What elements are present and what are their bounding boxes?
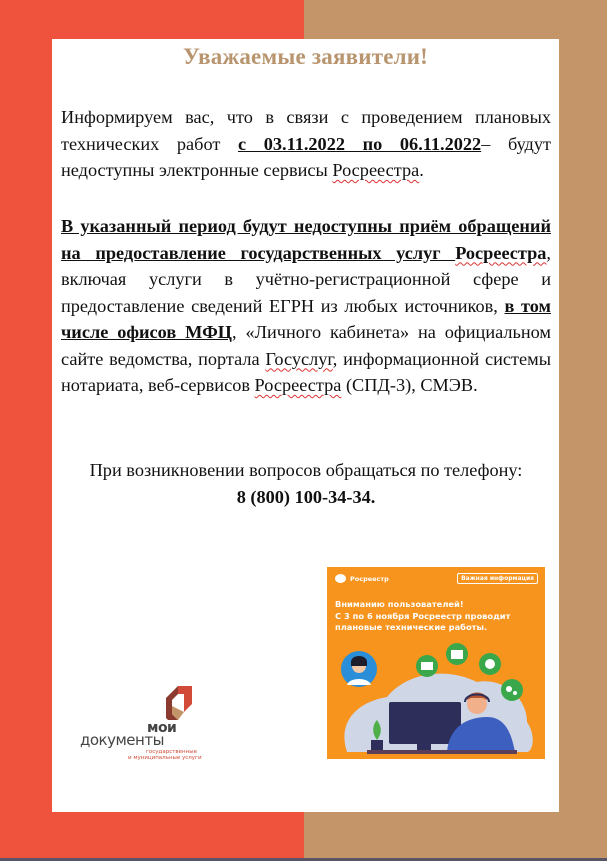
promo-text: Вниманию пользователей! С 3 по 6 ноября Росреестр проводит плановые технические работы. — [335, 599, 511, 632]
mfc-offices-note: в том числе офисов МФЦ — [61, 295, 551, 342]
rosreestr-promo-banner — [327, 567, 545, 759]
paragraph-unavailable-services: В указанный период будут недоступны приём обращений на предоставление государственных услуг Росреестра, включая услуги в учётно-регистрационной сфере и предоставление сведений ЕГРН из любых источников, в том числе офисов МФЦ, «Личного кабинета» на официальном сайте ведомства, портала Госуслуг, информационной системы нотариата, веб-сервисов Росреестра (СПД-3), СМЭВ. — [61, 216, 551, 395]
moi-dokumenty-logo: мои документы государственные и муниципальные услуги — [72, 684, 222, 764]
notice-title: Уважаемые заявители! — [182, 44, 429, 69]
important-info-badge: Важная информация — [457, 573, 538, 584]
phone-number: 8 (800) 100-34-34. — [236, 486, 376, 507]
paragraph-maintenance: Информируем вас, что в связи с проведением плановых технических работ с 03.11.2022 по 06.11.2022– будут недоступны электронные сервисы Росреестра. — [61, 107, 551, 180]
paragraph-contact: При возникновении вопросов обращаться по телефону: 8 (800) 100-34-34. — [61, 457, 551, 510]
mfc-logo-mark-icon — [158, 684, 198, 724]
promo-brand: Росреестр — [350, 574, 389, 583]
support-operator-illustration — [327, 642, 545, 759]
maintenance-dates: с 03.11.2022 по 06.11.2022 — [237, 133, 482, 154]
rosreestr-emblem-icon — [335, 574, 346, 583]
notice-card — [52, 39, 559, 812]
